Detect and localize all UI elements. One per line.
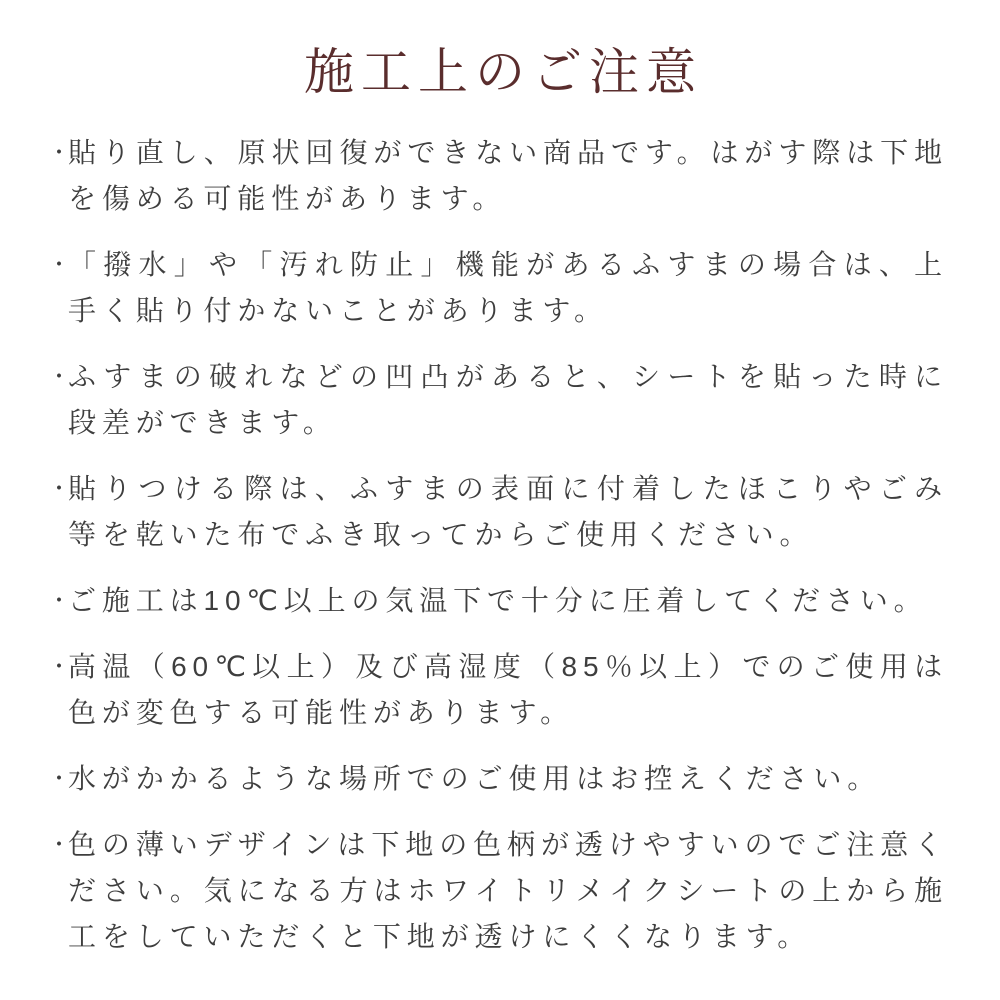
notice-item	[48, 354, 948, 446]
notice-text: ふすまの破れなどの凹凸があると、シートを貼った時に段差ができます。	[68, 361, 948, 438]
notice-item	[48, 822, 948, 960]
bullet-icon: ・	[48, 766, 71, 791]
notice-text: 貼り直し、原状回復ができない商品です。はがす際は下地を傷める可能性があります。	[68, 137, 948, 214]
notice-item	[48, 644, 948, 736]
notice-item	[48, 242, 948, 334]
notice-item	[48, 130, 948, 222]
notice-item	[48, 466, 948, 558]
bullet-icon: ・	[48, 476, 71, 501]
bullet-icon: ・	[48, 364, 71, 389]
notice-list	[48, 130, 948, 960]
notice-item	[48, 578, 948, 624]
bullet-icon: ・	[48, 832, 71, 857]
notice-text: 水がかかるような場所でのご使用はお控えください。	[68, 763, 882, 794]
notice-text: 「撥水」や「汚れ防止」機能があるふすまの場合は、上手く貼り付かないことがあります。	[68, 249, 948, 326]
notice-text: 貼りつける際は、ふすまの表面に付着したほこりやごみ等を乾いた布でふき取ってからご使用ください。	[68, 473, 948, 550]
bullet-icon: ・	[48, 588, 71, 613]
notice-page	[0, 42, 1000, 1000]
notice-item	[48, 756, 948, 802]
bullet-icon: ・	[48, 252, 71, 277]
bullet-icon: ・	[48, 654, 71, 679]
notice-text: 高温（60℃以上）及び高湿度（85％以上）でのご使用は色が変色する可能性があります。	[68, 651, 948, 728]
page-title: 施工上のご注意	[304, 44, 703, 100]
notice-text: 色の薄いデザインは下地の色柄が透けやすいのでご注意ください。気になる方はホワイトリメイクシートの上から施工をしていただくと下地が透けにくくなります。	[68, 829, 948, 952]
bullet-icon: ・	[48, 140, 71, 165]
notice-text: ご施工は10℃以上の気温下で十分に圧着してください。	[68, 585, 928, 616]
